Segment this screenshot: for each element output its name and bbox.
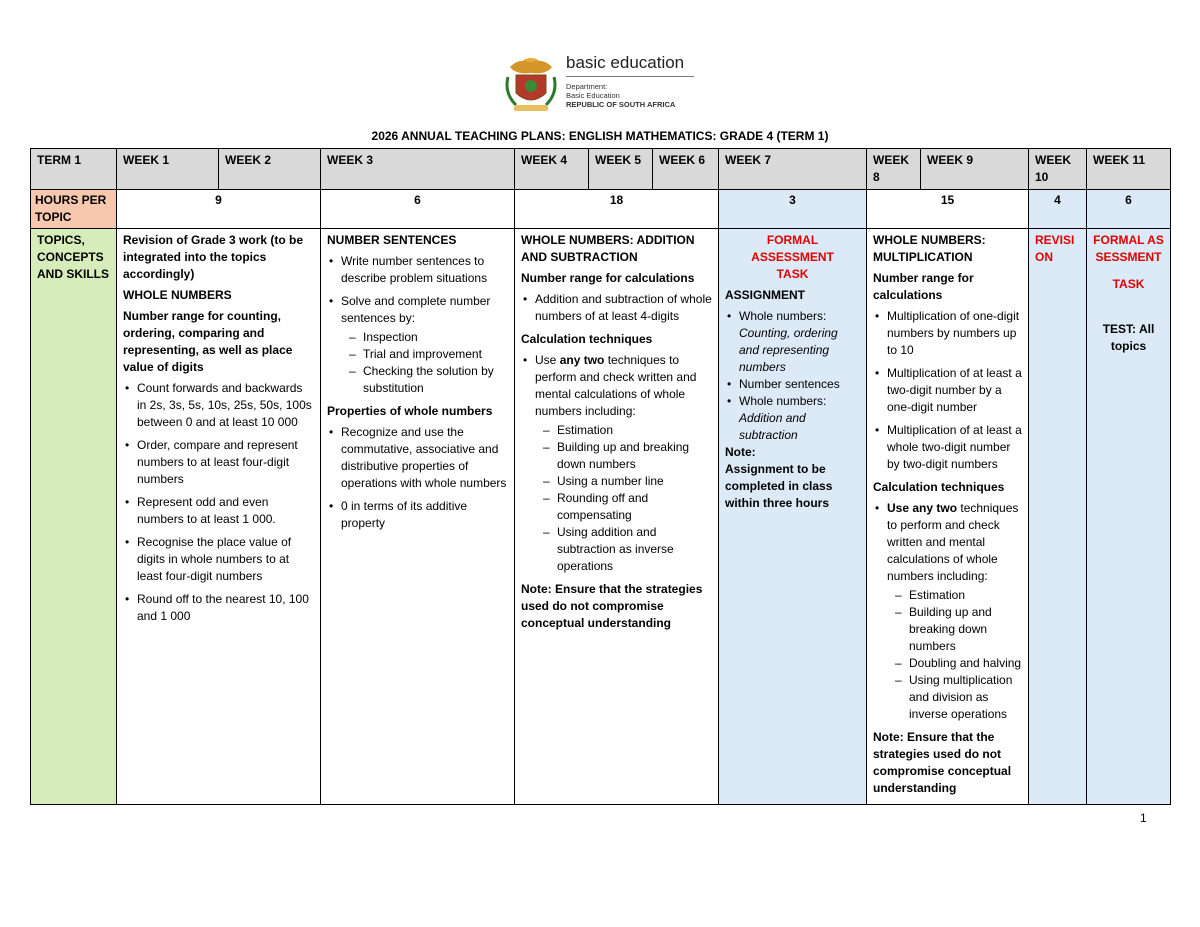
hours-week-11: 6 — [1087, 190, 1171, 229]
list-item — [887, 500, 1022, 723]
hours-week-3: 6 — [321, 190, 515, 229]
list-item: • Order, compare and represent numbers to at least four-digit numbers — [137, 437, 314, 488]
properties-heading: Properties of whole numbers — [327, 404, 493, 418]
logo-rule — [566, 76, 694, 77]
list-item — [535, 352, 712, 575]
list-item: • 0 in terms of its additive property — [341, 498, 508, 532]
hours-weeks-4-6: 18 — [515, 190, 719, 229]
calc-list — [521, 352, 712, 575]
multiplication-heading: WHOLE NUMBERS: MULTIPLICATION — [873, 233, 986, 264]
list-item: – Using multiplication and division as inverse operations — [909, 672, 1022, 723]
list-item: – Estimation — [557, 422, 712, 439]
list-item: • Recognize and use the commutative, associative and distributive properties of operations with whole numbers — [341, 424, 508, 492]
list-item: – Trial and improvement — [363, 346, 508, 363]
revision-label: REVISION — [1035, 233, 1075, 264]
calc-heading: Calculation techniques — [521, 332, 653, 346]
header-week-7: WEEK 7 — [719, 149, 867, 190]
header-week-9: WEEK 9 — [921, 149, 1029, 190]
range-heading: Number range for calculations — [873, 271, 974, 302]
range-list — [873, 308, 1022, 473]
logo-department: Department: Basic Education REPUBLIC OF SOUTH AFRICA — [566, 82, 676, 109]
list-item: – Doubling and halving — [909, 655, 1022, 672]
header-term: TERM 1 — [31, 149, 117, 190]
topics-week-11 — [1087, 229, 1171, 805]
list-item-italic: Counting, ordering and representing numbers — [739, 326, 838, 374]
hours-week-10: 4 — [1029, 190, 1087, 229]
list-item: – Using addition and subtraction as inverse operations — [557, 524, 712, 575]
addition-subtraction-heading: WHOLE NUMBERS: ADDITION AND SUBTRACTION — [521, 233, 695, 264]
topics-weeks-4-6 — [515, 229, 719, 805]
range-heading: Number range for calculations — [521, 271, 695, 285]
properties-list — [327, 424, 508, 532]
solve-methods-list — [347, 329, 508, 397]
test-label: TEST: All topics — [1102, 322, 1155, 353]
header-row — [31, 149, 1171, 190]
list-item: • Recognise the place value of digits in whole numbers to at least four-digit numbers — [137, 534, 314, 585]
teaching-plan-table — [30, 148, 1171, 805]
topics-week-3 — [321, 229, 515, 805]
topics-weeks-8-9 — [867, 229, 1029, 805]
assignment-list — [725, 308, 860, 444]
topics-week-7 — [719, 229, 867, 805]
topics-label-text: TOPICS, CONCEPTS AND SKILLS — [37, 233, 109, 281]
list-item: – Estimation — [909, 587, 1022, 604]
header-week-10: WEEK 10 — [1029, 149, 1087, 190]
coat-of-arms-icon — [502, 53, 560, 115]
whole-numbers-heading: WHOLE NUMBERS — [123, 288, 232, 302]
list-item: – Checking the solution by substitution — [363, 363, 508, 397]
list-item: • Number sentences — [739, 376, 860, 393]
hours-week-7: 3 — [719, 190, 867, 229]
formal-assessment-line2: TASK — [1112, 277, 1145, 291]
list-item: • Count forwards and backwards in 2s, 3s, 5s, 10s, 25s, 50s, 100s between 0 and at least 10 000 — [137, 380, 314, 431]
calc-heading: Calculation techniques — [873, 480, 1005, 494]
number-sentences-list — [327, 253, 508, 397]
hours-weeks-8-9: 15 — [867, 190, 1029, 229]
header-week-3: WEEK 3 — [321, 149, 515, 190]
header-week-8: WEEK 8 — [867, 149, 921, 190]
header-week-1: WEEK 1 — [117, 149, 219, 190]
formal-assessment-line1: FORMAL — [766, 233, 819, 247]
topics-week-10 — [1029, 229, 1087, 805]
list-item: • Multiplication of one-digit numbers by numbers up to 10 — [887, 308, 1022, 359]
list-item: • Addition and subtraction of whole numbers of at least 4-digits — [535, 291, 712, 325]
formal-assessment-line3: TASK — [776, 267, 809, 281]
department-logo — [502, 53, 702, 115]
calc-post: techniques to perform and check written and mental calculations of whole numbers including: — [887, 501, 1019, 583]
list-item — [739, 308, 860, 376]
list-item: – Building up and breaking down numbers — [909, 604, 1022, 655]
list-item: • Write number sentences to describe problem situations — [341, 253, 508, 287]
note: Note: Ensure that the strategies used do not compromise conceptual understanding — [873, 730, 1012, 795]
note: Assignment to be completed in class within three hours — [725, 462, 833, 510]
number-range-heading: Number range for counting, ordering, comparing and representing, as well as place value of digits — [123, 309, 293, 374]
list-item — [341, 293, 508, 397]
page-title: 2026 ANNUAL TEACHING PLANS: ENGLISH MATHEMATICS: GRADE 4 (TERM 1) — [371, 129, 829, 143]
list-item-text: Solve and complete number sentences by: — [341, 294, 491, 325]
header-week-4: WEEK 4 — [515, 149, 589, 190]
list-item-text: Whole numbers: — [739, 394, 827, 408]
list-item: – Inspection — [363, 329, 508, 346]
topics-row — [31, 229, 1171, 805]
page-number: 1 — [1140, 811, 1147, 825]
list-item: – Building up and breaking down numbers — [557, 439, 712, 473]
list-item: – Rounding off and compensating — [557, 490, 712, 524]
list-item: • Represent odd and even numbers to at least 1 000. — [137, 494, 314, 528]
header-week-5: WEEK 5 — [589, 149, 653, 190]
list-item: – Using a number line — [557, 473, 712, 490]
header-week-6: WEEK 6 — [653, 149, 719, 190]
formal-assessment-line2: ASSESSMENT — [751, 250, 834, 264]
hours-weeks-1-2: 9 — [117, 190, 321, 229]
calc-bold: Use any two — [887, 501, 958, 515]
number-sentences-heading: NUMBER SENTENCES — [327, 233, 457, 247]
list-item: • Round off to the nearest 10, 100 and 1 000 — [137, 591, 314, 625]
calc-pre: Use — [535, 353, 560, 367]
list-item: • Multiplication of at least a two-digit number by a one-digit number — [887, 365, 1022, 416]
calc-bold: any two — [559, 353, 605, 367]
hours-label: HOURS PER TOPIC — [31, 190, 117, 229]
calc-list — [873, 500, 1022, 723]
list-item: • Multiplication of at least a whole two-digit number by two-digit numbers — [887, 422, 1022, 473]
list-item-italic: Addition and subtraction — [739, 411, 806, 442]
header-week-11: WEEK 11 — [1087, 149, 1171, 190]
formal-assessment-line1: FORMAL ASSESSMENT — [1093, 233, 1164, 264]
list-item — [739, 393, 860, 444]
revision-intro: Revision of Grade 3 work (to be integrated into the topics accordingly) — [123, 233, 304, 281]
techniques-list — [541, 422, 712, 575]
topics-label — [31, 229, 117, 805]
header-week-2: WEEK 2 — [219, 149, 321, 190]
note-label: Note: — [725, 445, 756, 459]
techniques-list — [893, 587, 1022, 723]
whole-numbers-list — [123, 380, 314, 625]
range-list — [521, 291, 712, 325]
logo-brand: basic education — [566, 53, 685, 72]
assignment-heading: ASSIGNMENT — [725, 288, 806, 302]
topics-weeks-1-2 — [117, 229, 321, 805]
note: Note: Ensure that the strategies used do not compromise conceptual understanding — [521, 582, 703, 630]
hours-row — [31, 190, 1171, 229]
list-item-text: Whole numbers: — [739, 309, 827, 323]
calc-post: techniques to perform and check written and mental calculations of whole numbers including: — [535, 353, 697, 418]
